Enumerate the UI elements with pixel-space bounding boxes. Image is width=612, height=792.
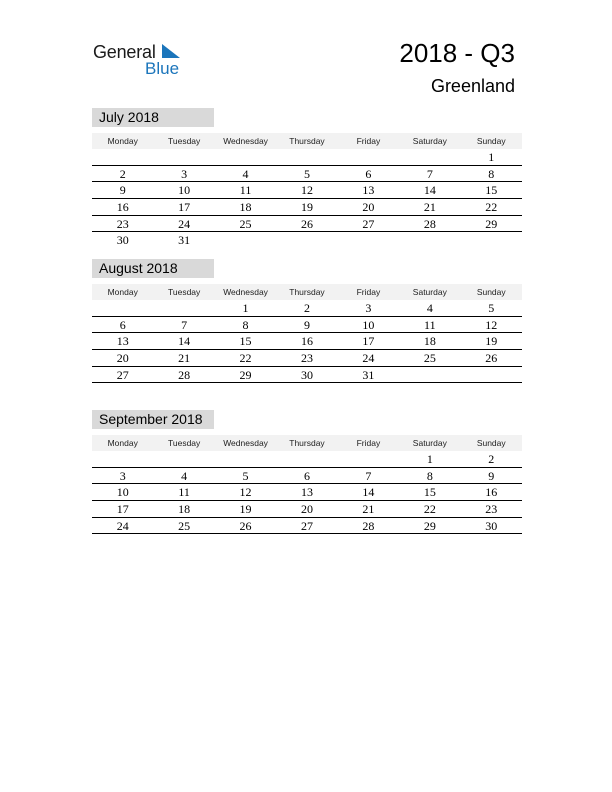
day-cell bbox=[153, 451, 214, 467]
day-cell: 16 bbox=[116, 200, 129, 215]
weekday-label: Sunday bbox=[476, 438, 506, 448]
day-cell: 14 bbox=[362, 485, 375, 500]
day-cell bbox=[276, 149, 337, 165]
day-cell: 2 bbox=[119, 166, 126, 181]
week-row bbox=[92, 216, 522, 233]
day-cell: 29 bbox=[485, 216, 498, 231]
day-cell: 26 bbox=[239, 518, 252, 533]
day-cell: 12 bbox=[485, 317, 498, 332]
week-row bbox=[92, 518, 522, 535]
weekday-label: Saturday bbox=[412, 287, 447, 297]
logo-triangle-icon bbox=[162, 44, 180, 60]
weekday-label: Tuesday bbox=[167, 287, 201, 297]
week-row bbox=[92, 333, 522, 350]
week-row bbox=[92, 149, 522, 166]
day-cell: 24 bbox=[178, 216, 191, 231]
weekday-label: Friday bbox=[356, 438, 381, 448]
day-cell bbox=[215, 232, 276, 249]
day-cell: 6 bbox=[365, 166, 372, 181]
day-cell: 22 bbox=[423, 502, 436, 517]
week-row bbox=[92, 468, 522, 485]
week-row bbox=[92, 182, 522, 199]
day-cell: 28 bbox=[178, 367, 191, 382]
weekday-label: Monday bbox=[107, 438, 138, 448]
day-cell: 23 bbox=[300, 351, 313, 366]
day-cell bbox=[338, 232, 399, 249]
weekday-label: Monday bbox=[107, 287, 138, 297]
weekday-label: Thursday bbox=[289, 438, 325, 448]
day-cell: 30 bbox=[300, 367, 313, 382]
month-block bbox=[92, 108, 522, 249]
week-row bbox=[92, 484, 522, 501]
day-cell: 18 bbox=[178, 502, 191, 517]
day-cell: 18 bbox=[423, 334, 436, 349]
day-cell: 17 bbox=[178, 200, 191, 215]
weekday-label: Tuesday bbox=[167, 136, 201, 146]
weekday-label: Friday bbox=[356, 287, 381, 297]
day-cell: 27 bbox=[362, 216, 375, 231]
day-cell bbox=[215, 149, 276, 165]
week-row bbox=[92, 317, 522, 334]
day-cell: 11 bbox=[178, 485, 190, 500]
day-cell: 3 bbox=[119, 468, 126, 483]
day-cell: 25 bbox=[239, 216, 252, 231]
day-cell bbox=[92, 149, 153, 165]
day-cell: 20 bbox=[116, 351, 129, 366]
month-block bbox=[92, 259, 522, 383]
country-name: Greenland bbox=[430, 76, 515, 96]
day-cell bbox=[276, 451, 337, 467]
day-cell: 30 bbox=[116, 233, 129, 248]
day-cell: 13 bbox=[362, 183, 375, 198]
day-cell: 11 bbox=[239, 183, 252, 198]
day-cell: 16 bbox=[485, 485, 498, 500]
day-cell: 26 bbox=[300, 216, 313, 231]
week-row bbox=[92, 166, 522, 183]
day-cell: 4 bbox=[426, 301, 433, 315]
day-cell: 24 bbox=[116, 518, 129, 533]
weeks-grid bbox=[92, 149, 522, 249]
weekday-label: Sunday bbox=[476, 136, 506, 146]
day-cell: 22 bbox=[485, 200, 498, 215]
day-cell: 20 bbox=[300, 502, 313, 517]
day-cell: 17 bbox=[116, 502, 129, 517]
day-cell: 29 bbox=[423, 518, 436, 533]
day-cell: 8 bbox=[242, 317, 249, 332]
day-cell: 10 bbox=[178, 183, 191, 198]
day-cell bbox=[92, 300, 153, 316]
weekday-header-row bbox=[92, 284, 522, 300]
day-cell: 3 bbox=[365, 301, 372, 315]
day-cell: 9 bbox=[303, 317, 310, 332]
generalblue-logo bbox=[93, 40, 193, 80]
day-cell: 13 bbox=[300, 485, 313, 500]
week-row bbox=[92, 232, 522, 249]
day-cell: 10 bbox=[362, 317, 375, 332]
logo-blue-text: Blue bbox=[145, 59, 180, 78]
day-cell: 21 bbox=[423, 200, 436, 215]
day-cell: 7 bbox=[426, 166, 433, 181]
day-cell: 19 bbox=[239, 502, 252, 517]
day-cell: 12 bbox=[239, 485, 252, 500]
day-cell: 24 bbox=[362, 351, 375, 366]
day-cell: 3 bbox=[181, 166, 188, 181]
day-cell: 14 bbox=[423, 183, 436, 198]
weeks-grid bbox=[92, 300, 522, 383]
weekday-label: Friday bbox=[356, 136, 381, 146]
day-cell: 16 bbox=[300, 334, 313, 349]
day-cell: 17 bbox=[362, 334, 375, 349]
logo-general-text: General bbox=[93, 42, 156, 62]
day-cell: 15 bbox=[423, 485, 436, 500]
day-cell: 8 bbox=[426, 468, 433, 483]
day-cell: 26 bbox=[485, 351, 498, 366]
day-cell: 8 bbox=[488, 166, 495, 181]
weekday-label: Saturday bbox=[412, 438, 447, 448]
weekday-label: Thursday bbox=[289, 287, 325, 297]
week-row bbox=[92, 350, 522, 367]
day-cell: 19 bbox=[485, 334, 498, 349]
weekday-label: Tuesday bbox=[167, 438, 201, 448]
month-title: September 2018 bbox=[92, 410, 214, 429]
day-cell: 25 bbox=[423, 351, 436, 366]
day-cell: 7 bbox=[181, 317, 188, 332]
day-cell: 13 bbox=[116, 334, 129, 349]
day-cell bbox=[92, 451, 153, 467]
day-cell bbox=[399, 149, 460, 165]
week-row bbox=[92, 367, 522, 384]
day-cell: 2 bbox=[303, 301, 310, 315]
day-cell: 5 bbox=[488, 301, 495, 315]
day-cell bbox=[461, 367, 522, 383]
day-cell: 7 bbox=[365, 468, 372, 483]
day-cell: 6 bbox=[303, 468, 310, 483]
day-cell bbox=[153, 149, 214, 165]
day-cell: 27 bbox=[300, 518, 313, 533]
week-row bbox=[92, 501, 522, 518]
weekday-header-row bbox=[92, 133, 522, 149]
month-title: July 2018 bbox=[92, 108, 214, 127]
day-cell bbox=[399, 367, 460, 383]
day-cell: 27 bbox=[116, 367, 129, 382]
day-cell bbox=[399, 232, 460, 249]
day-cell bbox=[338, 149, 399, 165]
day-cell: 18 bbox=[239, 200, 252, 215]
weekday-label: Monday bbox=[107, 136, 138, 146]
day-cell: 1 bbox=[488, 150, 495, 164]
day-cell: 20 bbox=[362, 200, 375, 215]
weeks-grid bbox=[92, 451, 522, 534]
day-cell: 5 bbox=[303, 166, 310, 181]
day-cell: 23 bbox=[485, 502, 498, 517]
day-cell: 23 bbox=[116, 216, 129, 231]
day-cell: 1 bbox=[426, 452, 433, 466]
weekday-label: Wednesday bbox=[223, 136, 268, 146]
day-cell bbox=[461, 232, 522, 249]
day-cell bbox=[276, 232, 337, 249]
day-cell: 11 bbox=[424, 317, 436, 332]
day-cell: 25 bbox=[178, 518, 191, 533]
day-cell: 28 bbox=[423, 216, 436, 231]
day-cell: 21 bbox=[362, 502, 375, 517]
day-cell bbox=[153, 300, 214, 316]
day-cell: 6 bbox=[119, 317, 126, 332]
weekday-label: Thursday bbox=[289, 136, 325, 146]
week-row bbox=[92, 199, 522, 216]
weekday-label: Wednesday bbox=[223, 438, 268, 448]
day-cell: 22 bbox=[239, 351, 252, 366]
month-title: August 2018 bbox=[92, 259, 214, 278]
day-cell bbox=[338, 451, 399, 467]
day-cell: 5 bbox=[242, 468, 249, 483]
day-cell: 15 bbox=[239, 334, 252, 349]
day-cell: 31 bbox=[362, 367, 375, 382]
day-cell: 28 bbox=[362, 518, 375, 533]
day-cell: 15 bbox=[485, 183, 498, 198]
weekday-header-row bbox=[92, 435, 522, 451]
day-cell bbox=[215, 451, 276, 467]
day-cell: 10 bbox=[116, 485, 129, 500]
week-row bbox=[92, 300, 522, 317]
day-cell: 2 bbox=[488, 452, 495, 466]
day-cell: 14 bbox=[178, 334, 191, 349]
day-cell: 21 bbox=[178, 351, 191, 366]
day-cell: 9 bbox=[119, 183, 126, 198]
day-cell: 12 bbox=[300, 183, 313, 198]
weekday-label: Saturday bbox=[412, 136, 447, 146]
day-cell: 4 bbox=[242, 166, 249, 181]
day-cell: 29 bbox=[239, 367, 252, 382]
month-block bbox=[92, 410, 522, 534]
weekday-label: Sunday bbox=[476, 287, 506, 297]
day-cell: 9 bbox=[488, 468, 495, 483]
page-title: 2018 - Q3 bbox=[399, 38, 515, 68]
day-cell: 30 bbox=[485, 518, 498, 533]
week-row bbox=[92, 451, 522, 468]
day-cell: 1 bbox=[242, 301, 249, 315]
day-cell: 31 bbox=[178, 233, 191, 248]
weekday-label: Wednesday bbox=[223, 287, 268, 297]
day-cell: 4 bbox=[181, 468, 188, 483]
day-cell: 19 bbox=[300, 200, 313, 215]
